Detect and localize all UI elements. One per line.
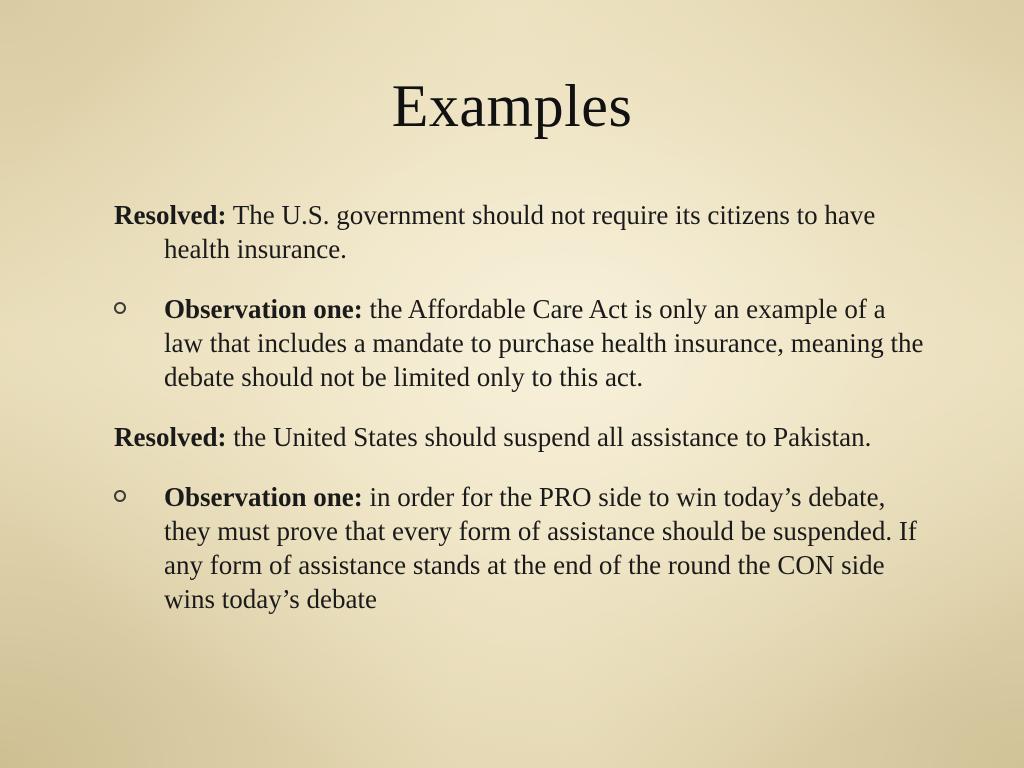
resolution-2 bbox=[114, 420, 924, 454]
resolution-1-text: The U.S. government should not require its citizens to have health insurance. bbox=[164, 200, 876, 264]
resolution-2-label: Resolved: bbox=[114, 422, 227, 452]
resolution-1 bbox=[114, 198, 924, 266]
resolution-2-text: the United States should suspend all assistance to Pakistan. bbox=[226, 422, 872, 452]
resolution-1-label: Resolved: bbox=[114, 200, 227, 230]
observation-1 bbox=[114, 292, 924, 394]
slide-body bbox=[114, 198, 924, 642]
observation-2-text: in order for the PRO side to win today’s debate, they must prove that every form of assistance should be suspended. If any form of assistance stands at the end of the round the CON side wins today’s debate bbox=[164, 482, 917, 614]
observation-2 bbox=[114, 480, 924, 616]
slide-title: Examples bbox=[391, 73, 633, 139]
observation-1-label: Observation one: bbox=[164, 294, 363, 324]
hollow-circle-bullet-icon bbox=[114, 490, 126, 502]
hollow-circle-bullet-icon bbox=[114, 302, 126, 314]
observation-1-text: the Affordable Care Act is only an example of a law that includes a mandate to purchase health insurance, meaning the debate should not be limited only to this act. bbox=[164, 294, 924, 392]
observation-2-label: Observation one: bbox=[164, 482, 363, 512]
